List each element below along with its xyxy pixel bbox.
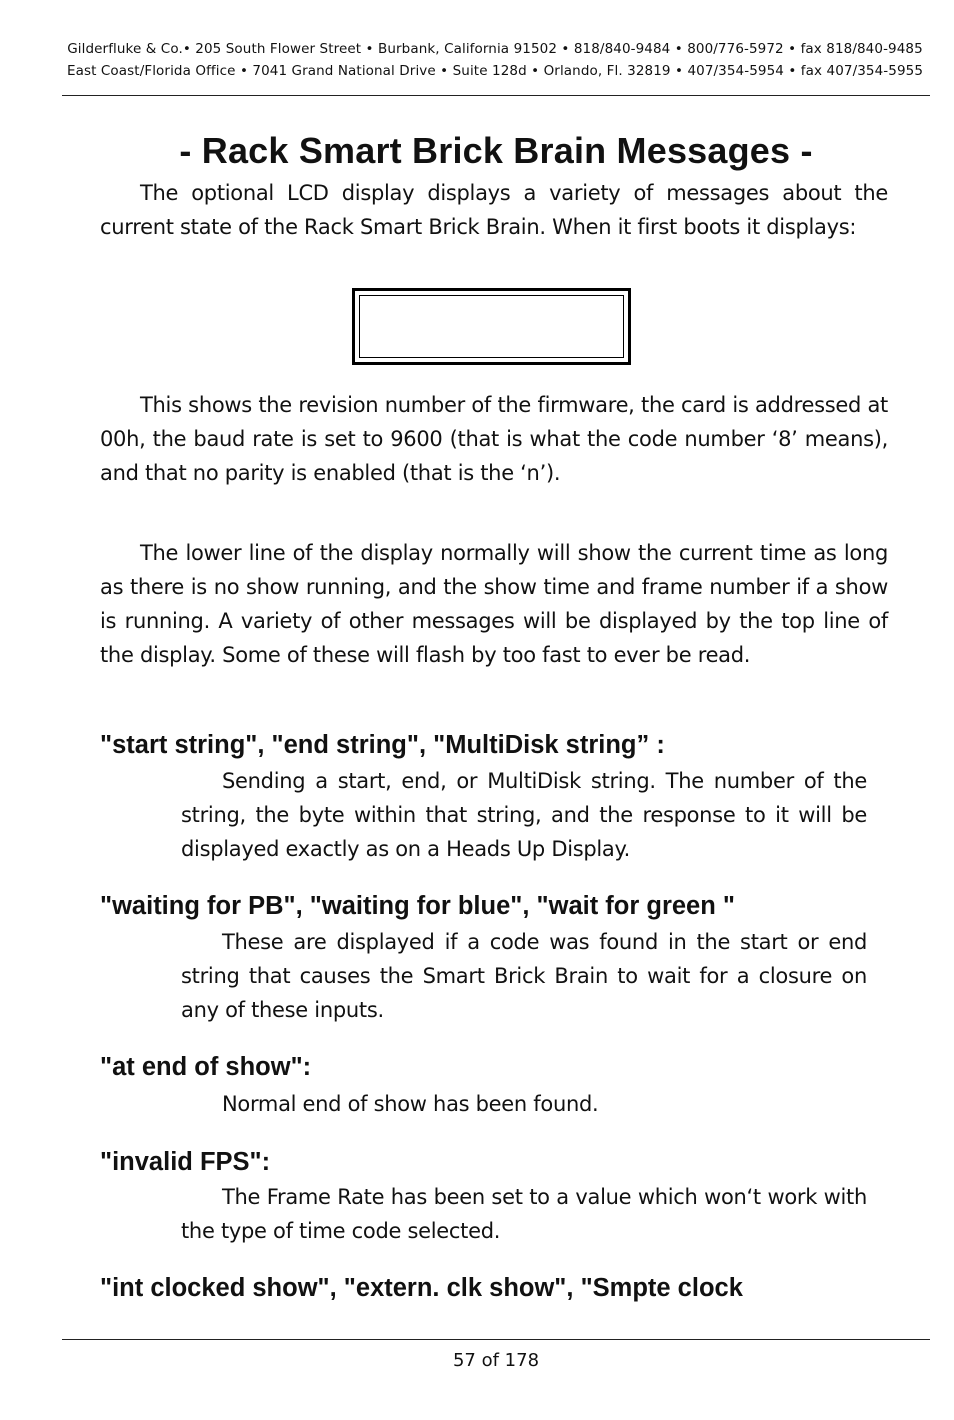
header-divider <box>62 95 930 96</box>
intro-paragraph: The optional LCD display displays a variety of messages about the current state of the Rack Smart Brick Brain. When it first boots it displays: <box>100 181 888 239</box>
lcd-display-screen <box>359 295 624 358</box>
message-description-end-of-show: Normal end of show has been found. <box>222 1092 599 1116</box>
message-heading-waiting: "waiting for PB", "waiting for blue", "wait for green " <box>100 892 735 920</box>
message-heading-clocked-show: "int clocked show", "extern. clk show", "Smpte clock <box>100 1274 743 1302</box>
lcd-display-box <box>352 288 631 365</box>
page-header <box>62 38 928 82</box>
message-heading-end-of-show: "at end of show": <box>100 1053 312 1081</box>
header-line-2: East Coast/Florida Office • 7041 Grand National Drive • Suite 128d • Orlando, Fl. 32819 • 407/354-5954 • fax 407/354-5955 <box>66 63 924 79</box>
footer-divider <box>62 1339 930 1340</box>
message-heading-invalid-fps: "invalid FPS": <box>100 1148 271 1176</box>
header-line-1: Gilderfluke & Co.• 205 South Flower Street • Burbank, California 91502 • 818/840-9484 • 800/776-5972 • fax 818/840-9485 <box>67 41 923 57</box>
message-description-strings: Sending a start, end, or MultiDisk string. The number of the string, the byte within that string, and the response to it will be displayed exactly as on a Heads Up Display. <box>181 769 867 861</box>
message-description-invalid-fps: The Frame Rate has been set to a value which won‘t work with the type of time code selected. <box>181 1185 867 1243</box>
message-description-waiting: These are displayed if a code was found in the start or end string that causes the Smart Brick Brain to wait for a closure on any of these inputs. <box>181 930 867 1022</box>
lower-line-paragraph: The lower line of the display normally will show the current time as long as there is no show running, and the show time and frame number if a show is running. A variety of other messages will be displayed by the top line of the display. Some of these will flash by too fast to ever be read. <box>100 541 888 667</box>
revision-paragraph: This shows the revision number of the firmware, the card is addressed at 00h, the baud rate is set to 9600 (that is what the code number ‘8’ means), and that no parity is enabled (that is the ‘n’). <box>100 393 888 485</box>
message-heading-strings: "start string", "end string", "MultiDisk string” : <box>100 731 665 759</box>
page-number: 57 of 178 <box>452 1350 540 1371</box>
page-title: - Rack Smart Brick Brain Messages - <box>179 130 813 171</box>
